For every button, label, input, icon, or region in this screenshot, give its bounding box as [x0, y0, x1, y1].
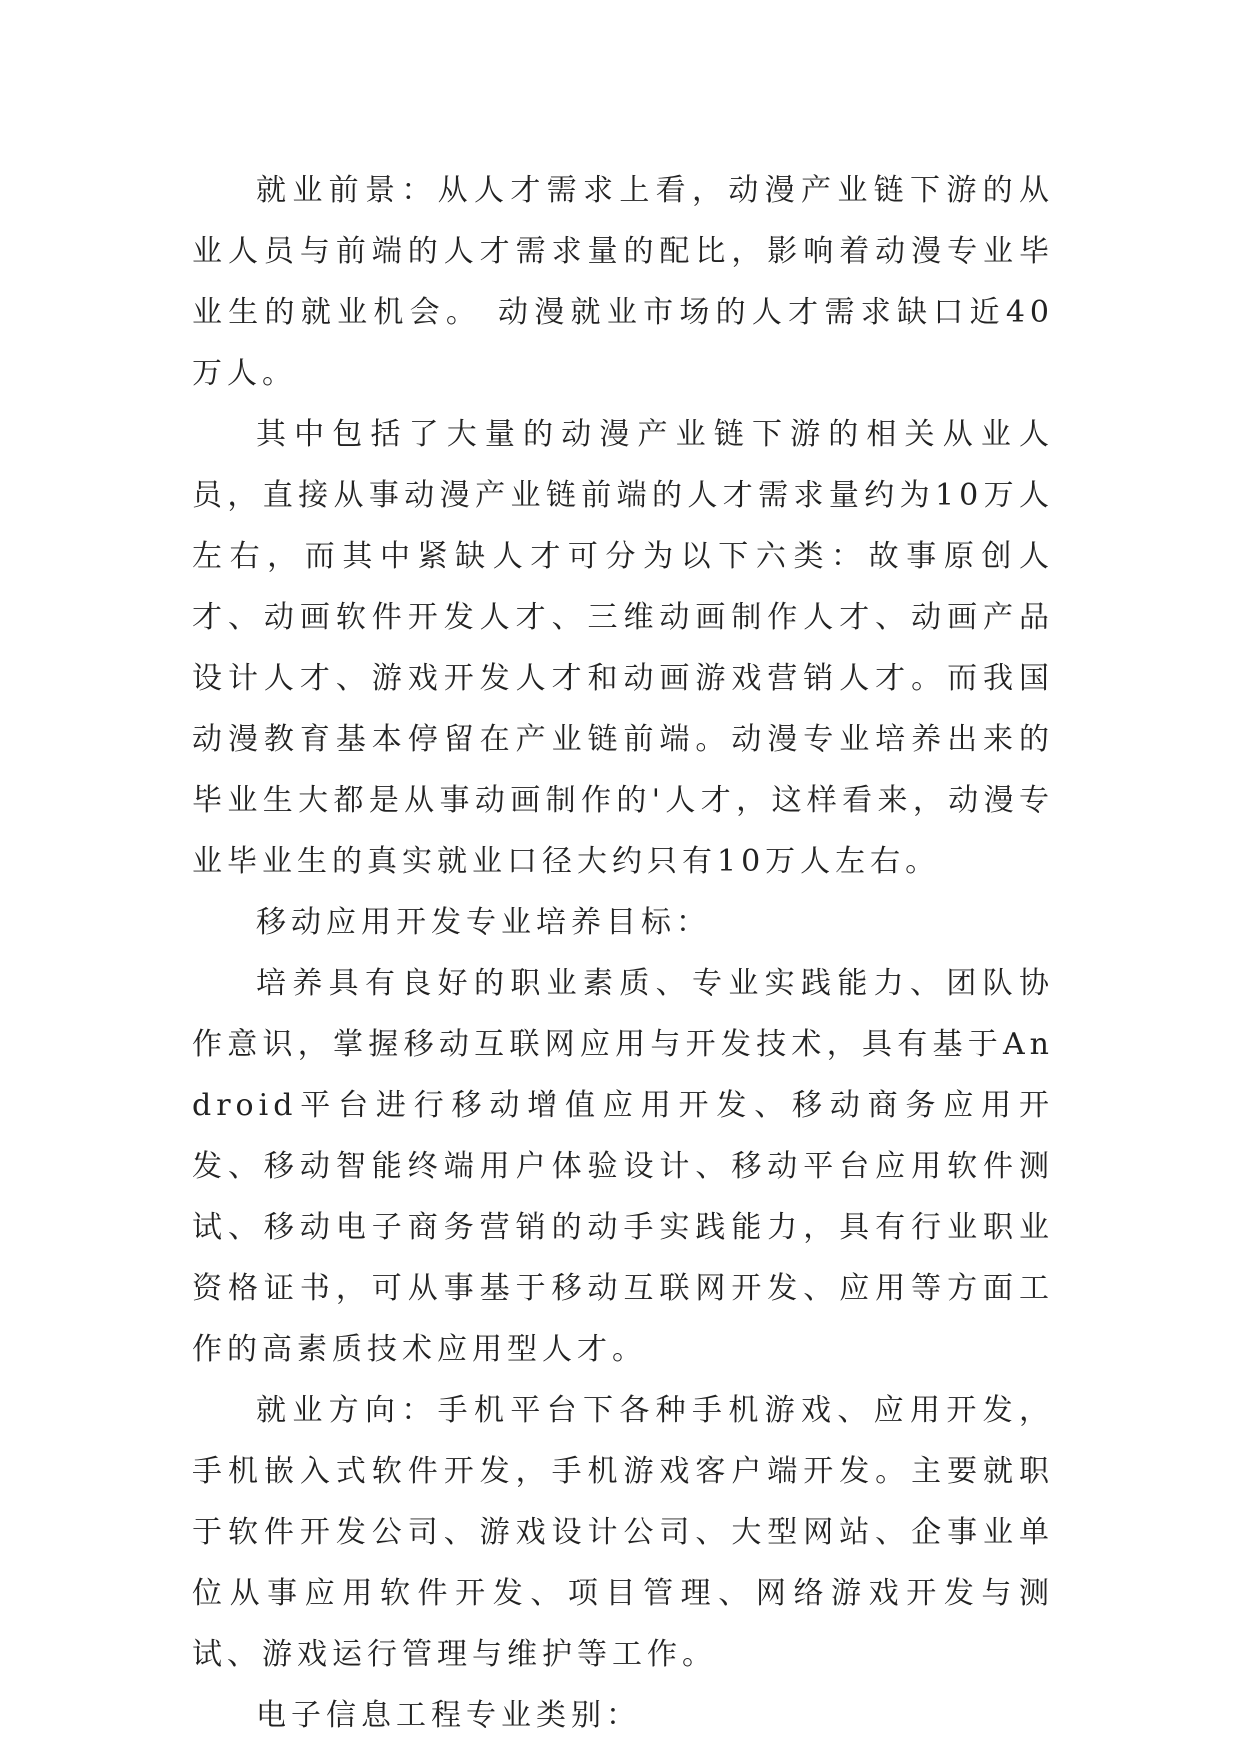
paragraph-employment-prospects: 就业前景：从人才需求上看，动漫产业链下游的从业人员与前端的人才需求量的配比，影响着动漫专业毕业生的就业机会。 动漫就业市场的人才需求缺口近40万人。	[192, 173, 1054, 391]
paragraph-talent-categories: 其中包括了大量的动漫产业链下游的相关从业人员，直接从事动漫产业链前端的人才需求量约为10万人左右，而其中紧缺人才可分为以下六类：故事原创人才、动画软件开发人才、三维动画制作人才、动画产品设计人才、游戏开发人才和动画游戏营销人才。而我国动漫教育基本停留在产业链前端。动漫专业培养出来的毕业生大都是从事动画制作的'人才，这样看来，动漫专业毕业生的真实就业口径大约只有10万人左右。	[192, 417, 1054, 879]
paragraph-electronic-info-heading: 电子信息工程专业类别：	[256, 1698, 641, 1733]
paragraph-mobile-dev-goals: 培养具有良好的职业素质、专业实践能力、团队协作意识，掌握移动互联网应用与开发技术，具有基于Android平台进行移动增值应用开发、移动商务应用开发、移动智能终端用户体验设计、移动平台应用软件测试、移动电子商务营销的动手实践能力，具有行业职业资格证书，可从事基于移动互联网开发、应用等方面工作的高素质技术应用型人才。	[192, 966, 1054, 1367]
paragraph-employment-direction: 就业方向：手机平台下各种手机游戏、应用开发，手机嵌入式软件开发，手机游戏客户端开发。主要就职于软件开发公司、游戏设计公司、大型网站、企事业单位从事应用软件开发、项目管理、网络游戏开发与测试、游戏运行管理与维护等工作。	[192, 1393, 1054, 1672]
paragraph-mobile-dev-heading: 移动应用开发专业培养目标：	[256, 905, 711, 940]
document-body	[192, 160, 1054, 1746]
